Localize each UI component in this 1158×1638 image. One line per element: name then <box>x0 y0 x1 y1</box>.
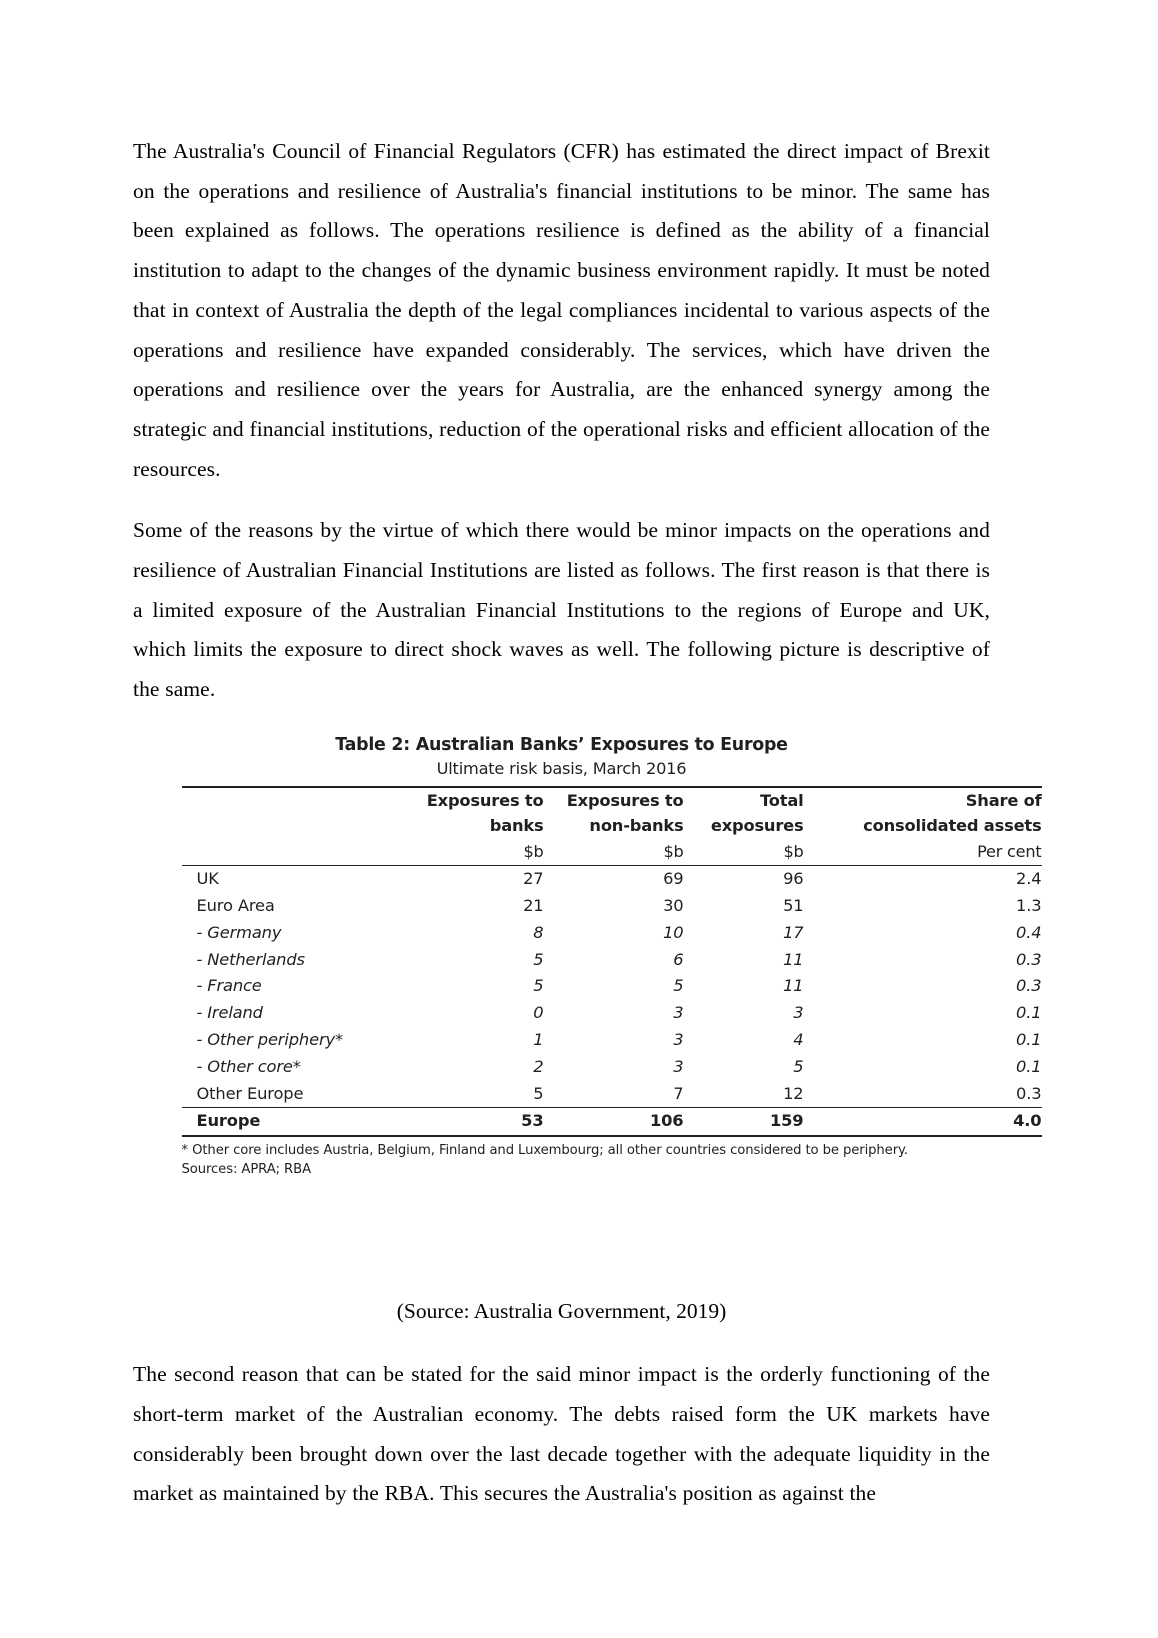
cell-total: 3 <box>793 1003 804 1023</box>
unit-banks: $b <box>523 842 544 862</box>
row-label: Other Europe <box>196 1083 304 1103</box>
cell-banks: 5 <box>533 949 544 969</box>
unit-share: Per cent <box>977 842 1042 862</box>
cell-banks: 2 <box>533 1056 544 1076</box>
table-row <box>182 1053 1042 1080</box>
table-footnotes <box>182 1137 942 1180</box>
cell-nonbanks: 3 <box>673 1003 684 1023</box>
header-exposures-banks-line1: Exposures to <box>426 790 544 810</box>
cell-nonbanks: 6 <box>673 949 684 969</box>
table-row <box>182 865 1042 892</box>
cell-share: 0.1 <box>1016 1003 1042 1023</box>
cell-banks: 1 <box>533 1030 544 1049</box>
cell-nonbanks: 3 <box>673 1030 684 1049</box>
cell-share: 0.3 <box>1016 949 1042 969</box>
paragraph-2: Some of the reasons by the virtue of which there would be minor impacts on the operations and resilience of Australian Financial Institutions are listed as follows. The first reason is that there is a limited exposure of the Australian Financial Institutions to the regions of Europe and UK, which limits the exposure to direct shock waves as well. The following picture is descriptive of the same. <box>133 518 990 702</box>
table-row-total <box>182 1107 1042 1135</box>
units-row <box>182 839 1042 865</box>
cell-total: 12 <box>783 1083 804 1103</box>
cell-nonbanks: 3 <box>673 1056 684 1076</box>
table-subtitle: Ultimate risk basis, March 2016 <box>436 759 687 779</box>
row-label: UK <box>196 869 219 889</box>
unit-blank <box>182 839 400 865</box>
paragraph-1: The Australia's Council of Financial Regulators (CFR) has estimated the direct impact of Brexit on the operations and resilience of Australia's financial institutions to be minor. The same has been explained as follows. The operations resilience is defined as the ability of a financial institution to adapt to the changes of the dynamic business environment rapidly. It must be noted that in context of Australia the depth of the legal compliances incidental to various aspects of the operations and resilience have expanded considerably. The services, which have driven the operations and resilience over the years for Australia, are the enhanced synergy among the strategic and financial institutions, reduction of the operational risks and efficient allocation of the resources. <box>133 139 990 481</box>
table-row <box>182 946 1042 973</box>
cell-nonbanks: 10 <box>663 922 684 942</box>
row-label: - Other core* <box>196 1056 301 1076</box>
table-row <box>182 1080 1042 1107</box>
row-label: Europe <box>196 1111 261 1131</box>
footnote-other-core: * Other core includes Austria, Belgium, Finland and Luxembourg; all other countries considered to be periphery. <box>181 1142 908 1158</box>
paragraph-3: The second reason that can be stated for the said minor impact is the orderly functioning of the short-term market of the Australian economy. The debts raised form the UK markets have considerably been brought down over the last decade together with the adequate liquidity in the market as maintained by the RBA. This secures the Australia's position as against the <box>133 1362 990 1506</box>
cell-banks: 0 <box>533 1003 544 1023</box>
table-body <box>182 865 1042 1135</box>
cell-total: 17 <box>783 922 804 942</box>
cell-share: 0.4 <box>1016 922 1042 942</box>
cell-banks: 5 <box>533 976 544 996</box>
cell-total: 159 <box>769 1111 804 1131</box>
cell-banks: 21 <box>523 896 544 916</box>
cell-share: 2.4 <box>1016 869 1042 889</box>
figure-source-caption: (Source: Australia Government, 2019) <box>396 1298 727 1323</box>
row-label: - France <box>196 976 262 996</box>
table-figure <box>133 734 1042 1180</box>
table-row <box>182 893 1042 920</box>
cell-share: 1.3 <box>1016 896 1042 916</box>
table-row <box>182 1027 1042 1054</box>
cell-share: 0.1 <box>1016 1030 1042 1049</box>
cell-total: 4 <box>793 1030 804 1049</box>
header-exposures-banks-line2: banks <box>489 816 544 836</box>
header-share-line1: Share of <box>965 790 1042 810</box>
row-label: Euro Area <box>196 896 275 916</box>
unit-nonbanks: $b <box>663 842 684 862</box>
table-row <box>182 919 1042 946</box>
table-sources: Sources: APRA; RBA <box>181 1162 311 1178</box>
cell-share: 4.0 <box>1013 1111 1042 1131</box>
row-label: - Germany <box>196 922 282 942</box>
cell-total: 51 <box>783 896 804 916</box>
cell-total: 11 <box>783 949 804 969</box>
header-exposures-nonbanks-line1: Exposures to <box>566 790 684 810</box>
cell-share: 0.3 <box>1016 1083 1042 1103</box>
cell-total: 5 <box>793 1056 804 1076</box>
cell-banks: 8 <box>533 922 544 942</box>
header-row-line2 <box>182 813 1042 839</box>
row-label: - Netherlands <box>196 949 305 969</box>
cell-banks: 53 <box>521 1111 544 1131</box>
row-label: - Ireland <box>196 1003 263 1023</box>
header-row-line1 <box>182 787 1042 814</box>
unit-total: $b <box>783 842 804 862</box>
cell-nonbanks: 7 <box>673 1083 684 1103</box>
cell-banks: 27 <box>523 869 544 889</box>
cell-nonbanks: 69 <box>663 869 684 889</box>
cell-nonbanks: 5 <box>673 976 684 996</box>
exposures-table <box>182 786 1042 1137</box>
table-row <box>182 973 1042 1000</box>
table-head <box>182 787 1042 866</box>
cell-share: 0.1 <box>1016 1056 1042 1076</box>
row-label: - Other periphery* <box>196 1030 343 1049</box>
table-title: Table 2: Australian Banks’ Exposures to Europe <box>335 734 788 755</box>
exposures-table-figure <box>181 734 1042 1180</box>
cell-share: 0.3 <box>1016 976 1042 996</box>
cell-total: 11 <box>783 976 804 996</box>
header-blank-2 <box>182 813 400 839</box>
header-total-line2: exposures <box>710 816 804 836</box>
cell-total: 96 <box>783 869 804 889</box>
header-exposures-nonbanks-line2: non-banks <box>589 816 684 836</box>
header-share-line2: consolidated assets <box>863 816 1042 836</box>
header-blank <box>182 787 400 814</box>
header-total-line1: Total <box>760 790 804 810</box>
cell-nonbanks: 106 <box>649 1111 684 1131</box>
cell-nonbanks: 30 <box>663 896 684 916</box>
table-row <box>182 1000 1042 1027</box>
cell-banks: 5 <box>533 1083 544 1103</box>
